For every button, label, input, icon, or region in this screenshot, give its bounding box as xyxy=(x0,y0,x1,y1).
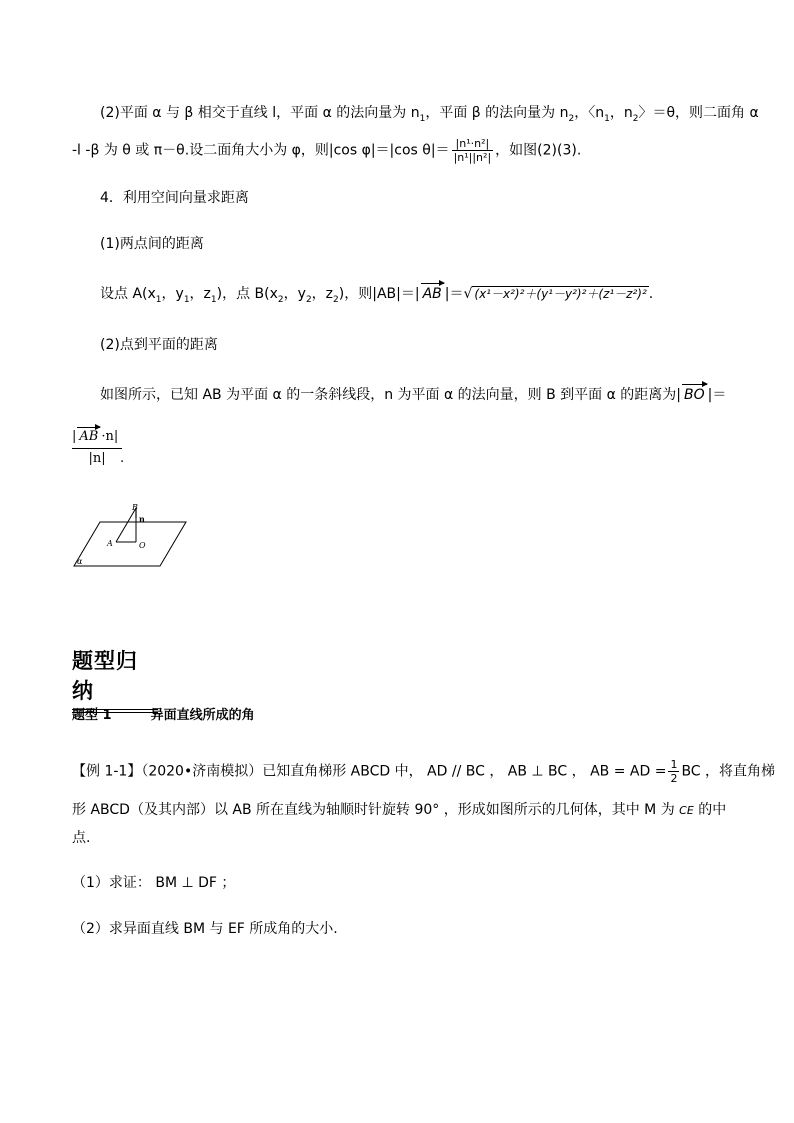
type-title: 异面直线所成的角 xyxy=(150,708,255,723)
fraction-denominator: 2 xyxy=(670,772,678,785)
sub: 2 xyxy=(277,294,284,305)
vector-ab: AB xyxy=(420,284,445,304)
heading-distance: 4．利用空间向量求距离 xyxy=(100,190,249,206)
fraction-numerator: 1 xyxy=(670,758,678,771)
paragraph-dihedral-line1 xyxy=(100,103,759,129)
paragraph-dihedral-line2 xyxy=(72,137,581,164)
text: |＝ xyxy=(707,387,727,403)
text: ，n xyxy=(609,105,633,121)
text: ，如图(2)(3). xyxy=(495,142,582,159)
text: (2)平面 α 与 β 相交于直线 l，平面 α 的法向量为 n xyxy=(100,105,420,121)
text: ，y xyxy=(283,286,306,302)
example-line3: 点. xyxy=(72,830,91,846)
heading-point-plane-distance: (2)点到平面的距离 xyxy=(100,337,218,353)
text: 〉＝θ，则二面角 α xyxy=(638,105,759,121)
vector-ab: AB xyxy=(76,428,101,446)
question-1: （1）求证： BM ⊥ DF ； xyxy=(72,875,236,891)
sub: 1 xyxy=(210,294,217,305)
half-fraction xyxy=(668,758,679,785)
example-line1 xyxy=(72,758,775,785)
question-2: （2）求异面直线 BM 与 EF 所成角的大小. xyxy=(72,921,338,937)
point-plane-fraction xyxy=(72,428,125,469)
text: |＝ xyxy=(444,286,464,302)
text: )，点 B(x xyxy=(216,286,278,302)
sqrt-sign: √ xyxy=(463,286,473,302)
sub: 2 xyxy=(568,113,575,124)
section-title: 题型归纳 xyxy=(72,645,158,710)
label-o: O xyxy=(139,541,146,550)
text: 【例 1-1】（2020•济南模拟）已知直角梯形 ABCD 中， AD // BC ， AB ⊥ BC ， AB = AD = xyxy=(72,763,667,780)
vector-bo: BO xyxy=(681,385,708,405)
label-a: A xyxy=(107,539,113,548)
text: ，〈n xyxy=(574,105,605,121)
sub: 2 xyxy=(632,113,639,124)
text: . xyxy=(120,451,125,466)
fraction-numerator xyxy=(72,428,122,449)
text: |n| xyxy=(88,451,106,466)
label-b: B xyxy=(132,503,138,512)
arc-ce: CE xyxy=(679,804,694,817)
text: ，平面 β 的法向量为 n xyxy=(425,105,569,121)
plane-figure xyxy=(72,498,192,570)
label-alpha: α xyxy=(77,557,83,566)
point-plane-text xyxy=(100,385,726,405)
sqrt-content: (x¹－x²)²＋(y¹－y²)²＋(z¹－z²)² xyxy=(474,287,647,301)
fraction-denominator xyxy=(72,449,125,469)
text: . xyxy=(648,286,654,302)
heading-two-point-distance: (1)两点间的距离 xyxy=(100,236,204,252)
text: )，则|AB|＝| xyxy=(338,286,420,302)
sub: 1 xyxy=(419,113,426,124)
text: ，z xyxy=(189,286,211,302)
fraction-denominator: |n¹||n²| xyxy=(453,151,492,164)
label-n: n xyxy=(139,514,145,524)
text: | xyxy=(72,429,77,444)
sub: 2 xyxy=(333,294,339,305)
sub: 1 xyxy=(183,294,190,305)
text: ，z xyxy=(311,286,334,302)
text: BC ，将直角梯 xyxy=(681,763,776,780)
two-point-distance-formula xyxy=(100,284,653,310)
text: 设点 A(x xyxy=(100,286,156,302)
text: 的中 xyxy=(698,802,727,818)
fraction-numerator: |n¹·n²| xyxy=(452,137,494,151)
text: 形 ABCD（及其内部）以 AB 所在直线为轴顺时针旋转 90° ，形成如图所示的几何体，其中 M 为 xyxy=(72,802,675,818)
sub: 1 xyxy=(155,294,162,305)
sub: 1 xyxy=(604,113,610,124)
type-label: 题型 1 xyxy=(72,708,112,723)
text: ，y xyxy=(161,286,184,302)
text: ·n| xyxy=(101,429,119,444)
type1-heading xyxy=(72,706,255,726)
example-line2 xyxy=(72,800,726,821)
cos-fraction xyxy=(452,137,494,164)
text: -l -β 为 θ 或 π－θ.设二面角大小为 φ，则|cos φ|＝|cos θ|＝ xyxy=(72,142,450,159)
text: 如图所示，已知 AB 为平面 α 的一条斜线段，n 为平面 α 的法向量，则 B 到平面 α 的距离为| xyxy=(100,387,682,403)
sub: 2 xyxy=(305,294,312,305)
